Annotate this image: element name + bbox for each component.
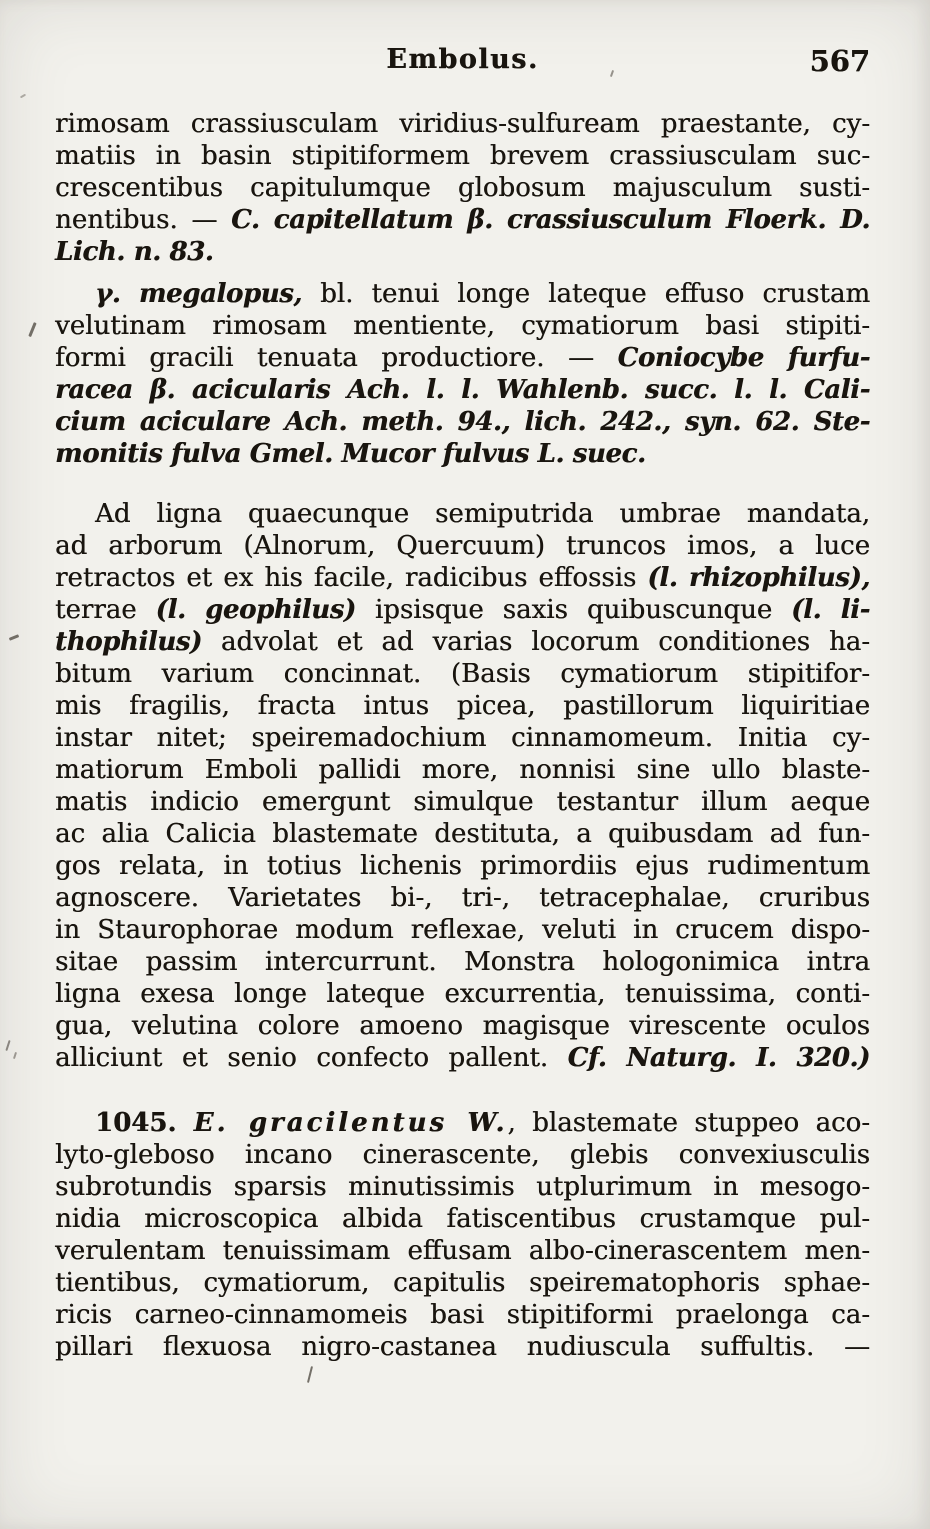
scan-speck: [9, 634, 19, 641]
body-text: terrae: [55, 595, 156, 625]
text-line: [55, 406, 870, 438]
scan-speck: [28, 322, 36, 337]
body-text: ipsisque saxis quibuscunque: [355, 595, 792, 625]
text-line: [55, 498, 870, 530]
body-text: advolat et ad varias locorum conditiones ha-: [201, 627, 870, 657]
text-line: [55, 658, 870, 690]
text-line: [55, 1331, 870, 1363]
citation-text: E. gracilentus W.: [193, 1108, 508, 1138]
body-text: agnoscere. Varietates bi-, tri-, tetracephalae, cruribus: [55, 883, 870, 913]
body-text: mis fragilis, fracta intus picea, pastillorum liquiritiae: [55, 691, 870, 721]
text-line: [55, 438, 870, 470]
text-line: [55, 1267, 870, 1299]
page-number: 567: [809, 44, 870, 78]
body-text: ad arborum (Alnorum, Quercuum) truncos imos, a luce: [55, 531, 870, 561]
body-text: alliciunt et senio confecto pallent.: [55, 1043, 568, 1073]
citation-text: racea β. acicularis Ach. l. l. Wahlenb. succ. l. l. Cali-: [55, 375, 870, 405]
text-line: [55, 722, 870, 754]
text-line: [55, 236, 870, 268]
citation-text: (l. li-: [791, 595, 870, 625]
body-text: bl. tenui longe lateque effuso crustam: [302, 279, 871, 309]
body-text: lyto-gleboso incano cinerascente, glebis convexiusculis: [55, 1140, 870, 1170]
body-text: ac alia Calicia blastemate destituta, a quibusdam ad fun-: [55, 819, 870, 849]
para-habitat: [55, 498, 870, 1074]
citation-text: γ. megalopus,: [95, 279, 302, 309]
body-text: formi gracili tenuata productiore. —: [55, 343, 618, 373]
body-text: nidia microscopica albida fatiscentibus crustamque pul-: [55, 1204, 870, 1234]
body-text: ligna exesa longe lateque excurrentia, tenuissima, conti-: [55, 979, 870, 1009]
body-text: velutinam rimosam mentiente, cymatiorum basi stipiti-: [55, 311, 870, 341]
citation-text: thophilus): [55, 627, 202, 657]
citation-text: 1045.: [95, 1108, 194, 1138]
text-line: [55, 530, 870, 562]
text-line: [55, 978, 870, 1010]
citation-text: (l. geophilus): [155, 595, 356, 625]
body-text: , blastemate stuppeo aco-: [507, 1108, 870, 1138]
text-line: [55, 204, 870, 236]
citation-text: Cf. Naturg. I. 320.): [567, 1043, 870, 1073]
text-line: [55, 278, 870, 310]
text-line: [55, 374, 870, 406]
body-text: gos relata, in totius lichenis primordiis ejus rudimentum: [55, 851, 870, 881]
body-text: tientibus, cymatiorum, capitulis speirematophoris sphae-: [55, 1268, 870, 1298]
text-line: [55, 786, 870, 818]
citation-text: (l. rhizophilus),: [647, 563, 870, 593]
text-line: [55, 690, 870, 722]
text-line: [55, 850, 870, 882]
text-line: [55, 342, 870, 374]
text-line: [55, 562, 870, 594]
body-text: rimosam crassiusculam viridius-sulfuream praestante, cy-: [55, 109, 870, 139]
text-line: [55, 594, 870, 626]
body-text: matiis in basin stipitiformem brevem crassiusculam suc-: [55, 141, 870, 171]
text-line: [55, 1171, 870, 1203]
text-line: [55, 914, 870, 946]
citation-text: cium aciculare Ach. meth. 94., lich. 242., syn. 62. Ste-: [55, 407, 870, 437]
text-line: [55, 140, 870, 172]
text-line: [55, 754, 870, 786]
text-line: [55, 626, 870, 658]
text-line: [55, 946, 870, 978]
citation-text: monitis fulva Gmel. Mucor fulvus L. suec.: [55, 439, 646, 469]
page-header: [55, 44, 870, 84]
text-line: [55, 818, 870, 850]
text-line: [55, 108, 870, 140]
body-text: in Staurophorae modum reflexae, veluti in crucem dispo-: [55, 915, 870, 945]
body-text: nentibus. —: [55, 205, 232, 235]
citation-text: Lich. n. 83.: [55, 237, 214, 267]
text-line: [55, 1235, 870, 1267]
text-line: [55, 1107, 870, 1139]
scan-speck: [13, 1052, 17, 1059]
text-line: [55, 1203, 870, 1235]
text-line: [55, 172, 870, 204]
body-text: Ad ligna quaecunque semiputrida umbrae mandata,: [95, 499, 870, 529]
running-title: Embolus.: [386, 44, 539, 75]
body-text: gua, velutina colore amoeno magisque virescente oculos: [55, 1011, 870, 1041]
body-text: crescentibus capitulumque globosum majusculum susti-: [55, 173, 870, 203]
body-text: subrotundis sparsis minutissimis utplurimum in mesogo-: [55, 1172, 870, 1202]
para-species-1045: [55, 1107, 870, 1363]
body-text: matiorum Emboli pallidi more, nonnisi sine ullo blaste-: [55, 755, 870, 785]
body-text: retractos et ex his facile, radicibus effossis: [55, 563, 648, 593]
scan-speck: [20, 94, 26, 99]
citation-text: C. capitellatum β. crassiusculum Floerk. D.: [231, 205, 870, 235]
body-text: matis indicio emergunt simulque testantur illum aeque: [55, 787, 870, 817]
text-line: [55, 1139, 870, 1171]
body-text: ricis carneo-cinnamomeis basi stipitiformi praelonga ca-: [55, 1300, 870, 1330]
text-line: [55, 882, 870, 914]
scan-speck: [307, 1366, 313, 1383]
para-continuation: [55, 108, 870, 268]
body-text: pillari flexuosa nigro-castanea nudiuscula suffultis. —: [55, 1332, 870, 1362]
text-line: [55, 1042, 870, 1074]
scan-speck: [5, 1040, 10, 1051]
page-body: [55, 108, 870, 1363]
para-megalopus: [55, 278, 870, 470]
body-text: sitae passim intercurrunt. Monstra hologonimica intra: [55, 947, 870, 977]
body-text: bitum varium concinnat. (Basis cymatiorum stipitifor-: [55, 659, 870, 689]
text-line: [55, 1299, 870, 1331]
text-line: [55, 310, 870, 342]
body-text: verulentam tenuissimam effusam albo-cinerascentem men-: [55, 1236, 870, 1266]
citation-text: Coniocybe furfu-: [617, 343, 871, 373]
body-text: instar nitet; speiremadochium cinnamomeum. Initia cy-: [55, 723, 870, 753]
text-line: [55, 1010, 870, 1042]
